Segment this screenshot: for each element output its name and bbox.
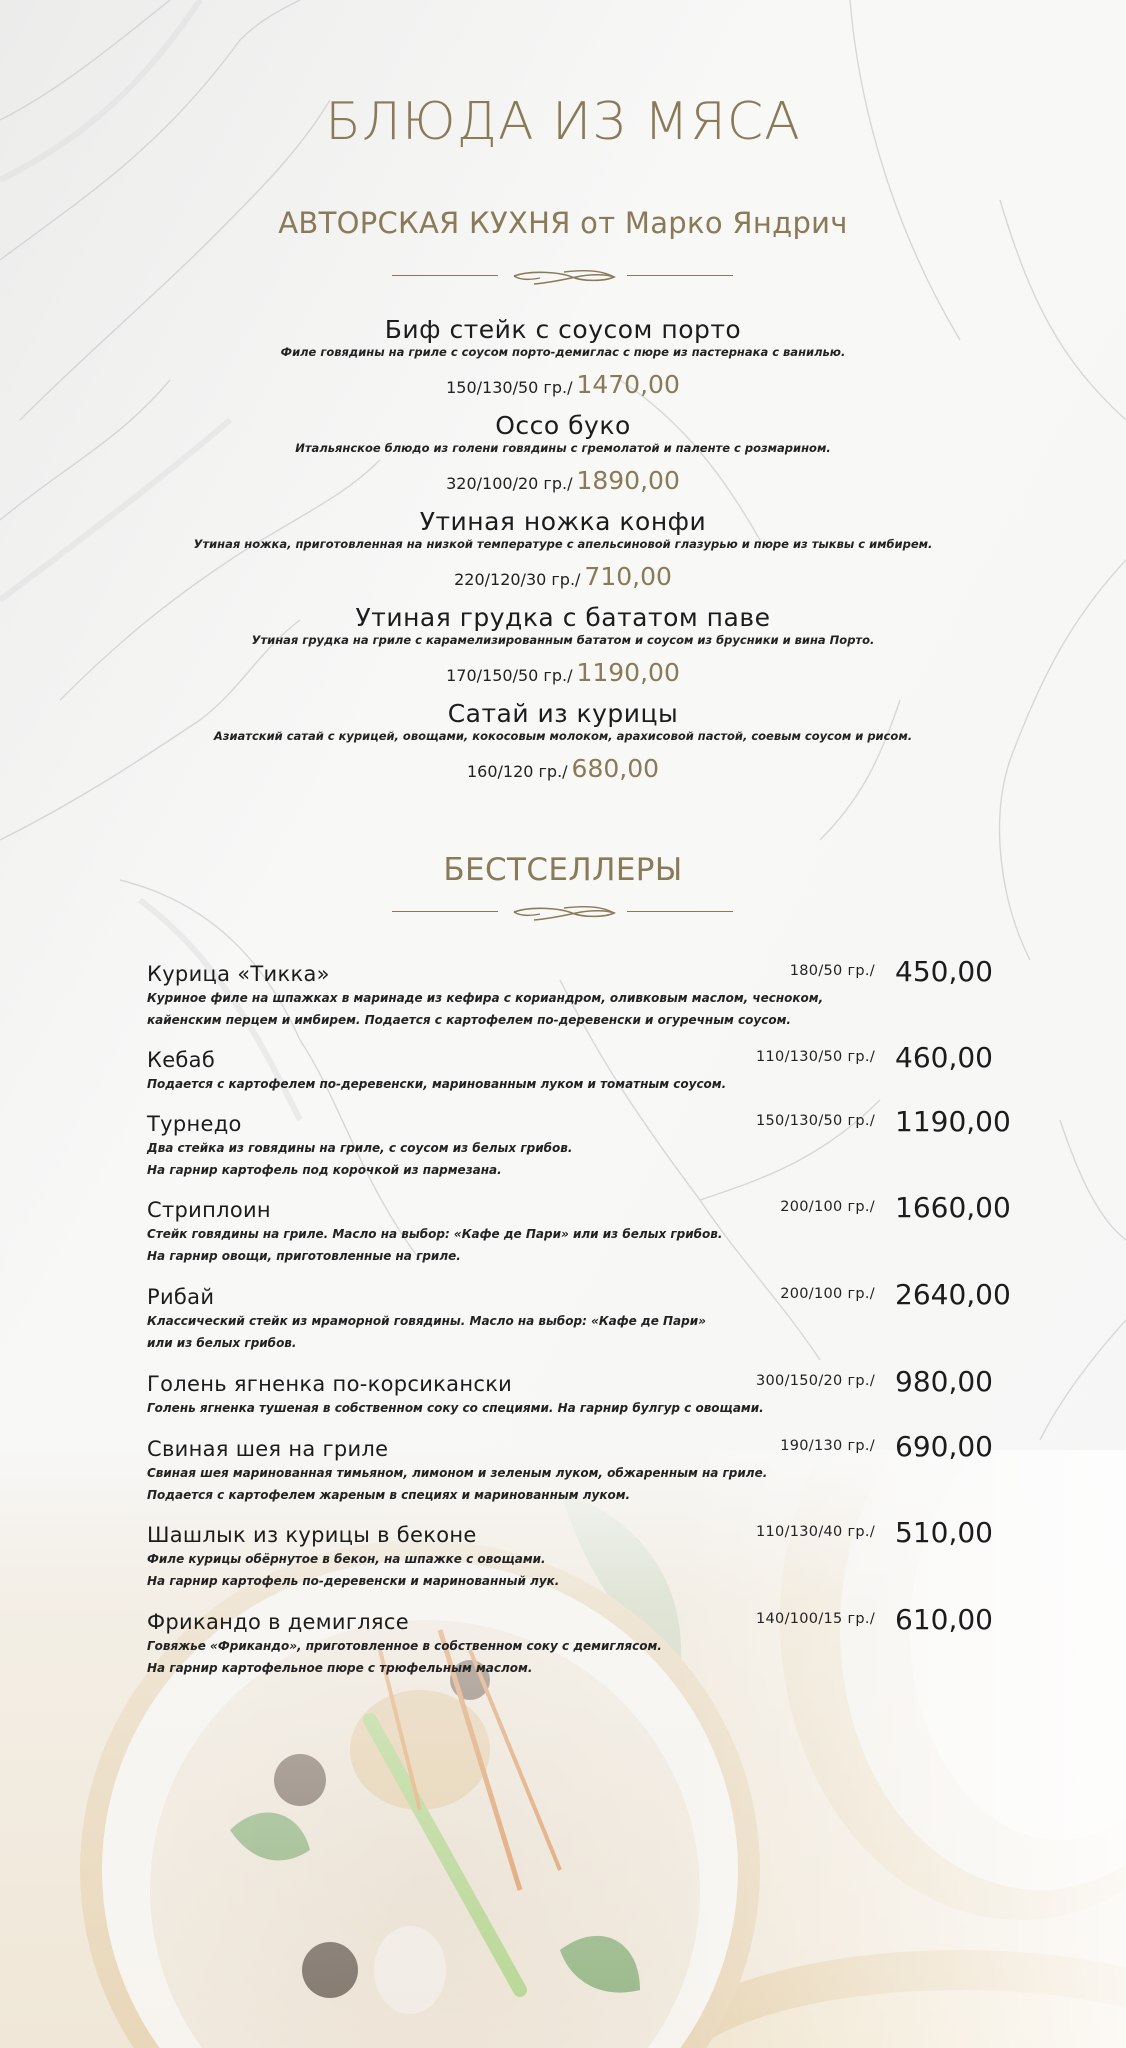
dish-description: Итальянское блюдо из голени говядины с гремолатой и паленте с розмарином. (295, 441, 831, 455)
dish-description-line: На гарнир овощи, приготовленные на гриле. (147, 1249, 461, 1263)
dish-weight: 110/130/50 гр./ (756, 1049, 875, 1065)
dish-description-line: На гарнир картофель по-деревенски и маринованный лук. (147, 1574, 560, 1588)
dish-description-line: Подается с картофелем по-деревенски, маринованным луком и томатным соусом. (147, 1077, 727, 1091)
dish-description-line: Подается с картофелем жареным в специях и маринованным луком. (147, 1488, 631, 1502)
bestseller-item (147, 1516, 997, 1592)
bestseller-item (147, 1191, 1011, 1267)
flourish-icon (510, 902, 620, 922)
dish-weight: 140/100/15 гр./ (756, 1611, 875, 1627)
dish-weight: 150/130/50 гр./ (756, 1113, 875, 1129)
bestseller-item (147, 1603, 997, 1679)
dish-price: 460,00 (895, 1041, 993, 1074)
dish-description: Утиная грудка на гриле с карамелизированным бататом и соусом из брусники и вина Порто. (251, 633, 875, 647)
dish-description-line: Свиная шея маринованная тимьяном, лимоном и зеленым луком, обжаренным на гриле. (147, 1466, 768, 1480)
bestsellers-title: БЕСТСЕЛЛЕРЫ (443, 852, 683, 888)
section-subtitle: АВТОРСКАЯ КУХНЯ от Марко Яндрич (278, 206, 848, 240)
signature-item (0, 508, 1126, 595)
dish-price: 710,00 (584, 562, 672, 591)
dish-price: 690,00 (895, 1430, 993, 1463)
dish-description-line: На гарнир картофель под корочкой из пармезана. (147, 1163, 502, 1177)
dish-description-line: Классический стейк из мраморной говядины. Масло на выбор: «Кафе де Пари» (147, 1314, 706, 1328)
page-title: БЛЮДА ИЗ МЯСА (325, 92, 801, 152)
dish-weight: 200/100 гр./ (780, 1286, 875, 1302)
dish-name: Оссо буко (495, 411, 631, 440)
dish-weight: 160/120 гр./ (466, 762, 568, 781)
dish-weight: 200/100 гр./ (780, 1199, 875, 1215)
flourish-icon (510, 266, 620, 286)
dish-description: Азиатский сатай с курицей, овощами, кокосовым молоком, арахисовой пастой, соевым соусом и рисом. (213, 729, 913, 743)
dish-weight: 220/120/30 гр./ (454, 570, 581, 589)
dish-name: Сатай из курицы (447, 699, 679, 728)
signature-item (0, 604, 1126, 691)
dish-name: Курица «Тикка» (147, 962, 330, 986)
dish-name: Фрикандо в демиглясе (147, 1610, 409, 1634)
dish-price: 2640,00 (895, 1278, 1011, 1311)
dish-description-line: Стейк говядины на гриле. Масло на выбор: «Кафе де Пари» или из белых грибов. (147, 1227, 723, 1241)
dish-description-line: кайенским перцем и имбирем. Подается с картофелем по-деревенски и огуречным соусом. (147, 1013, 791, 1027)
ornament-divider (0, 902, 1126, 922)
dish-price: 1470,00 (576, 370, 680, 399)
dish-description: Утиная ножка, приготовленная на низкой температуре с апельсиновой глазурью и пюре из тыквы с имбирем. (193, 537, 933, 551)
dish-weight: 320/100/20 гр./ (446, 474, 573, 493)
bestseller-item (147, 1365, 997, 1419)
signature-item (0, 412, 1126, 499)
dish-description: Филе говядины на гриле с соусом порто-демиглас с пюре из пастернака с ванилью. (280, 345, 846, 359)
dish-price: 610,00 (895, 1603, 993, 1636)
dish-weight: 110/130/40 гр./ (756, 1524, 875, 1540)
dish-description-line: Голень ягненка тушеная в собственном соку со специями. На гарнир булгур с овощами. (147, 1401, 764, 1415)
dish-weight: 190/130 гр./ (780, 1438, 875, 1454)
dish-name: Рибай (147, 1285, 215, 1309)
dish-price: 1890,00 (576, 466, 680, 495)
dish-price: 980,00 (895, 1365, 993, 1398)
dish-description-line: Филе курицы обёрнутое в бекон, на шпажке с овощами. (147, 1552, 546, 1566)
dish-price: 450,00 (895, 955, 993, 988)
dish-name: Кебаб (147, 1048, 216, 1072)
dish-price: 680,00 (571, 754, 660, 783)
dish-price: 1190,00 (895, 1105, 1011, 1138)
dish-weight: 180/50 гр./ (789, 963, 875, 979)
ornament-divider (0, 266, 1126, 286)
dish-name: Стриплоин (147, 1198, 271, 1222)
dish-name: Шашлык из курицы в беконе (147, 1523, 477, 1547)
dish-weight: 170/150/50 гр./ (446, 666, 573, 685)
dish-description-line: Говяжье «Фрикандо», приготовленное в собственном соку с демиглясом. (147, 1639, 662, 1653)
dish-name: Утиная грудка с бататом паве (355, 603, 771, 632)
dish-name: Свиная шея на гриле (147, 1437, 389, 1461)
bestseller-item (147, 1105, 1011, 1181)
dish-description-line: На гарнир картофельное пюре с трюфельным маслом. (147, 1661, 533, 1675)
signature-item (0, 316, 1126, 403)
dish-price: 1660,00 (895, 1191, 1011, 1224)
signature-item (0, 700, 1126, 787)
dish-name: Биф стейк с соусом порто (384, 315, 742, 344)
dish-name: Турнедо (147, 1112, 242, 1136)
dish-name: Голень ягненка по-корсикански (147, 1372, 513, 1396)
dish-description-line: Куриное филе на шпажках в маринаде из кефира с кориандром, оливковым маслом, чесноком, (147, 991, 824, 1005)
bestseller-item (147, 955, 997, 1031)
dish-weight: 150/130/50 гр./ (446, 378, 573, 397)
dish-description-line: или из белых грибов. (147, 1336, 297, 1350)
bestseller-item (147, 1430, 997, 1506)
dish-description-line: Два стейка из говядины на гриле, с соусом из белых грибов. (147, 1141, 573, 1155)
dish-weight: 300/150/20 гр./ (756, 1373, 875, 1389)
bestseller-item (147, 1278, 1011, 1354)
dish-price: 510,00 (895, 1516, 993, 1549)
dish-price: 1190,00 (576, 658, 680, 687)
bestseller-item (147, 1041, 997, 1095)
dish-name: Утиная ножка конфи (419, 507, 707, 536)
